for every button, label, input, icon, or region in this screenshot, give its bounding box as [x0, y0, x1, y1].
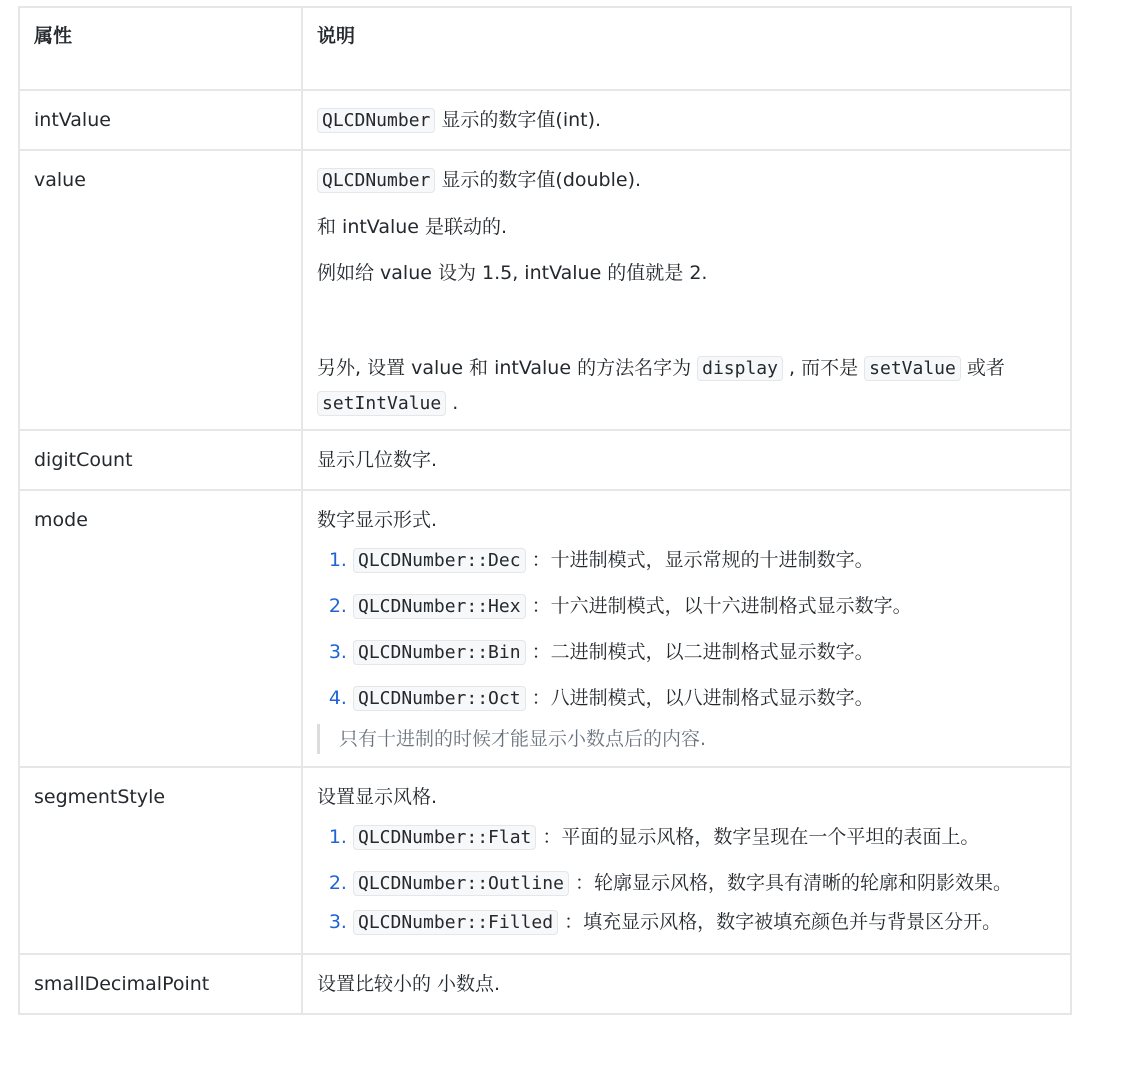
table-row	[19, 150, 1071, 430]
inline-code: QLCDNumber::Bin	[353, 640, 526, 665]
description-line: 和 intValue 是联动的.	[317, 216, 508, 238]
description-line	[317, 166, 1056, 195]
list-item-text: ：平面的显示风格，数字呈现在一个平坦的表面上。	[536, 826, 980, 848]
description-text: 另外, 设置 value 和 intValue 的方法名字为	[317, 357, 698, 379]
table-row	[19, 490, 1071, 767]
inline-code: QLCDNumber	[317, 108, 435, 133]
list-item-text: ：八进制模式，以八进制格式显示数字。	[525, 687, 874, 709]
table-row	[19, 90, 1071, 150]
list-item	[353, 638, 1056, 667]
property-name: segmentStyle	[19, 767, 302, 954]
table-row	[19, 430, 1071, 490]
properties-table-container	[18, 6, 1070, 1015]
inline-code: QLCDNumber::Filled	[353, 910, 558, 935]
table-row	[19, 767, 1071, 954]
inline-code: QLCDNumber::Hex	[353, 594, 526, 619]
property-description	[302, 150, 1071, 430]
list-item-text: ：填充显示风格，数字被填充颜色并与背景区分开。	[558, 911, 1002, 933]
property-description	[302, 954, 1071, 1014]
inline-code: display	[697, 356, 783, 381]
property-name: digitCount	[19, 430, 302, 490]
description-line	[317, 106, 1056, 135]
inline-code: setValue	[864, 356, 961, 381]
list-item	[353, 823, 1056, 852]
description-text: , 而不是	[782, 357, 865, 379]
properties-table	[18, 6, 1072, 1015]
blank-gap	[317, 305, 1056, 351]
list-item	[353, 869, 1056, 898]
list-item-text: ：二进制模式，以二进制格式显示数字。	[525, 641, 874, 663]
description-line: 例如给 value 设为 1.5, intValue 的值就是 2.	[317, 262, 708, 284]
description-line: 设置显示风格.	[317, 786, 438, 808]
property-description	[302, 430, 1071, 490]
property-name: smallDecimalPoint	[19, 954, 302, 1014]
list-item-text: ：十进制模式，显示常规的十进制数字。	[525, 549, 874, 571]
header-description: 说明	[302, 7, 1071, 90]
table-header-row	[19, 7, 1071, 90]
list-item-text: ：轮廓显示风格，数字具有清晰的轮廓和阴影效果。	[568, 872, 1012, 894]
property-description	[302, 767, 1071, 954]
list-item	[353, 592, 1056, 621]
list-item	[353, 546, 1056, 575]
table-row	[19, 954, 1071, 1014]
property-description	[302, 490, 1071, 767]
segment-style-list	[317, 823, 1056, 937]
mode-list	[317, 546, 1056, 713]
inline-code: QLCDNumber::Flat	[353, 825, 536, 850]
note-blockquote: 只有十进制的时候才能显示小数点后的内容.	[317, 724, 1056, 754]
property-description	[302, 90, 1071, 150]
header-property: 属性	[19, 7, 302, 90]
inline-code: QLCDNumber::Dec	[353, 548, 526, 573]
description-line: 数字显示形式.	[317, 509, 438, 531]
description-text: 显示的数字值(double).	[435, 169, 642, 191]
inline-code: setIntValue	[317, 391, 446, 416]
list-item	[353, 684, 1056, 713]
property-name: mode	[19, 490, 302, 767]
description-text: 或者	[960, 357, 1005, 379]
property-name: value	[19, 150, 302, 430]
description-line: 设置比较小的 小数点.	[317, 973, 501, 995]
description-text: 显示的数字值(int).	[435, 109, 602, 131]
inline-code: QLCDNumber::Oct	[353, 686, 526, 711]
inline-code: QLCDNumber	[317, 168, 435, 193]
property-name: intValue	[19, 90, 302, 150]
description-line: 显示几位数字.	[317, 449, 438, 471]
description-line	[317, 351, 1056, 421]
description-text: .	[446, 392, 459, 414]
list-item-text: ：十六进制模式，以十六进制格式显示数字。	[525, 595, 912, 617]
inline-code: QLCDNumber::Outline	[353, 871, 569, 896]
list-item	[353, 908, 1056, 937]
